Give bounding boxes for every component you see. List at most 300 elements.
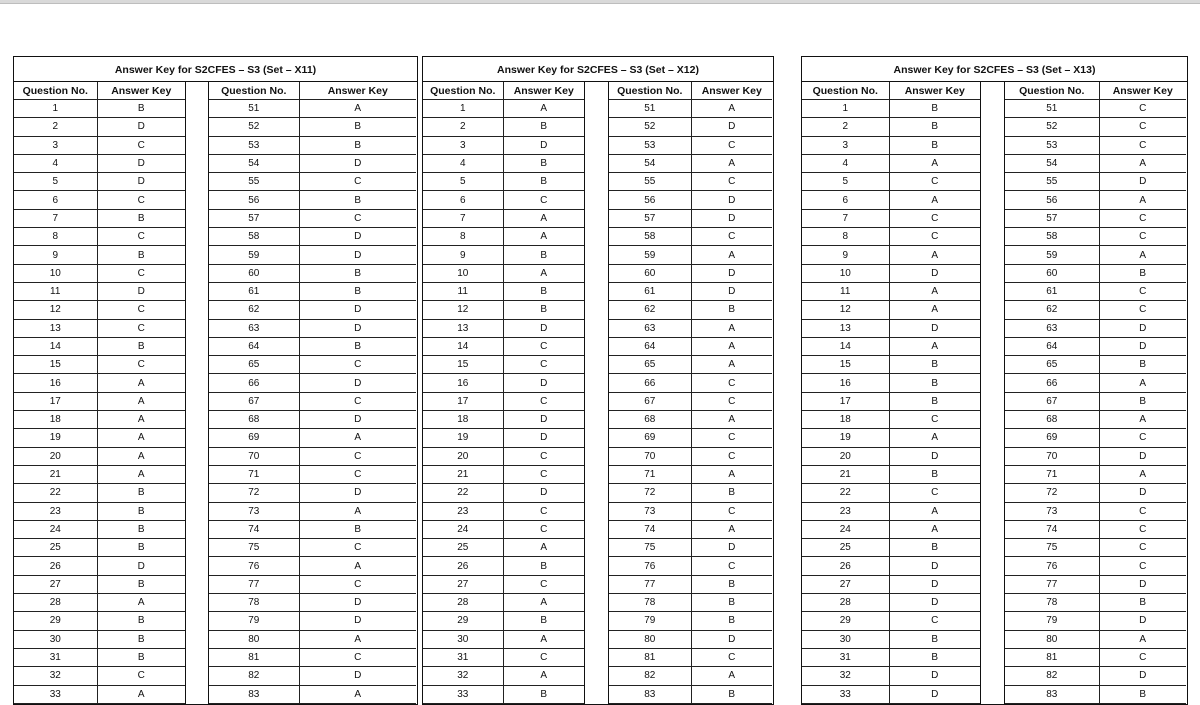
question-number-cell: 26 [802,557,889,575]
table-row [609,301,772,319]
answer-key-cell: B [1099,264,1186,282]
table-row [423,136,584,154]
table-row [14,594,185,612]
question-number-cell: 24 [423,520,503,538]
table-row [609,411,772,429]
answer-key-cell: D [691,539,772,557]
answer-key-cell: B [97,520,185,538]
table-row [14,374,185,392]
question-number-cell: 30 [14,630,97,648]
answer-key-cell: B [503,154,584,172]
question-number-cell: 12 [802,301,889,319]
table-row [609,228,772,246]
question-number-cell: 10 [423,264,503,282]
answer-key-cell: D [691,264,772,282]
question-number-cell: 64 [1005,337,1099,355]
question-number-cell: 8 [802,228,889,246]
answer-key-cell: D [889,667,980,685]
answer-key-cell: C [299,209,416,227]
table-row [14,447,185,465]
table-row [209,264,416,282]
table-row [1005,392,1186,410]
question-number-cell: 3 [423,136,503,154]
answer-key-cell: B [503,173,584,191]
table-row [1005,282,1186,300]
table-row [209,648,416,666]
answer-key-cell: C [97,191,185,209]
answer-key-cell: B [299,191,416,209]
question-number-cell: 1 [802,100,889,118]
header-question-no: Question No. [14,82,97,100]
question-number-cell: 57 [209,209,299,227]
answer-key-cell: D [889,685,980,703]
table-row [209,557,416,575]
answer-key-cell: A [889,154,980,172]
table-row [802,575,980,593]
table-row [609,630,772,648]
table-row [802,191,980,209]
question-number-cell: 7 [802,209,889,227]
table-row [209,667,416,685]
answer-key-cell: B [503,246,584,264]
answer-key-cell: D [1099,575,1186,593]
question-number-cell: 68 [609,411,691,429]
table-row [209,191,416,209]
table-row [423,337,584,355]
table-row [802,484,980,502]
table-row [1005,118,1186,136]
table-row [609,429,772,447]
table-row [423,228,584,246]
question-number-cell: 19 [14,429,97,447]
answer-key-cell: C [97,136,185,154]
answer-key-cell: D [691,209,772,227]
answer-key-cell: D [1099,319,1186,337]
answer-key-cell: A [503,228,584,246]
answer-key-cell: C [299,465,416,483]
table-row [14,630,185,648]
question-number-cell: 79 [209,612,299,630]
question-number-cell: 5 [14,173,97,191]
table-row [802,648,980,666]
answer-key-cell: C [889,209,980,227]
answer-key-cell: C [1099,100,1186,118]
question-number-cell: 4 [802,154,889,172]
answer-key-cell: A [889,191,980,209]
table-row [802,100,980,118]
answer-key-cell: B [97,246,185,264]
answer-key-cell: C [1099,557,1186,575]
question-number-cell: 75 [209,539,299,557]
answer-key-cell: C [1099,429,1186,447]
question-number-cell: 6 [14,191,97,209]
sheet-title: Answer Key for S2CFES – S3 (Set – X11) [14,57,417,82]
table-row [609,374,772,392]
question-number-cell: 30 [802,630,889,648]
table-row [802,173,980,191]
question-number-cell: 78 [209,594,299,612]
answer-key-cell: A [691,100,772,118]
answer-key-cell: D [503,319,584,337]
table-row [14,356,185,374]
header-answer-key: Answer Key [889,82,980,100]
answer-key-cell: A [691,246,772,264]
question-number-cell: 9 [14,246,97,264]
answer-key-cell: B [691,594,772,612]
question-number-cell: 81 [1005,648,1099,666]
question-number-cell: 77 [1005,575,1099,593]
question-number-cell: 61 [609,282,691,300]
question-number-cell: 25 [423,539,503,557]
question-number-cell: 75 [609,539,691,557]
question-number-cell: 14 [14,337,97,355]
answer-key-cell: D [97,154,185,172]
question-number-cell: 77 [209,575,299,593]
question-number-cell: 31 [423,648,503,666]
answer-key-cell: D [299,374,416,392]
question-number-cell: 27 [423,575,503,593]
answer-key-cell: C [503,356,584,374]
question-number-cell: 15 [14,356,97,374]
question-number-cell: 83 [1005,685,1099,703]
table-row [609,539,772,557]
table-row [609,118,772,136]
answer-key-cell: C [691,228,772,246]
table-row [1005,191,1186,209]
answer-key-cell: C [299,539,416,557]
answer-key-cell: A [1099,246,1186,264]
table-row [802,520,980,538]
answer-key-cell: C [691,392,772,410]
column-gap [584,82,609,704]
table-row [14,209,185,227]
question-number-cell: 73 [1005,502,1099,520]
question-number-cell: 13 [802,319,889,337]
table-row [423,154,584,172]
table-row [209,594,416,612]
answer-key-cell: B [299,337,416,355]
answer-key-cell: B [691,484,772,502]
question-number-cell: 7 [423,209,503,227]
question-number-cell: 57 [1005,209,1099,227]
answer-key-cell: A [503,594,584,612]
table-row [802,374,980,392]
table-row [1005,209,1186,227]
question-number-cell: 33 [423,685,503,703]
answer-table-left [802,82,980,704]
question-number-cell: 56 [609,191,691,209]
table-row [1005,264,1186,282]
answer-key-cell: B [691,612,772,630]
answer-key-cell: D [889,594,980,612]
answer-key-cell: D [299,301,416,319]
question-number-cell: 70 [209,447,299,465]
question-number-cell: 53 [1005,136,1099,154]
answer-key-cell: C [97,228,185,246]
answer-key-cell: D [691,191,772,209]
header-answer-key: Answer Key [97,82,185,100]
table-row [802,539,980,557]
table-row [423,429,584,447]
table-row [802,228,980,246]
answer-key-cell: B [503,301,584,319]
question-number-cell: 59 [209,246,299,264]
question-number-cell: 18 [802,411,889,429]
table-row [209,630,416,648]
answer-key-cell: D [1099,484,1186,502]
answer-key-cell: D [691,118,772,136]
table-row [14,154,185,172]
table-row [1005,356,1186,374]
answer-key-cell: C [691,136,772,154]
question-number-cell: 20 [423,447,503,465]
header-question-no: Question No. [609,82,691,100]
question-number-cell: 52 [609,118,691,136]
question-number-cell: 54 [209,154,299,172]
question-number-cell: 63 [609,319,691,337]
answer-table-left [423,82,584,704]
question-number-cell: 12 [14,301,97,319]
table-row [1005,667,1186,685]
header-answer-key: Answer Key [503,82,584,100]
question-number-cell: 80 [609,630,691,648]
header-answer-key: Answer Key [1099,82,1186,100]
answer-key-cell: B [97,484,185,502]
question-number-cell: 17 [14,392,97,410]
table-row [609,154,772,172]
question-number-cell: 27 [14,575,97,593]
answer-key-cell: A [889,502,980,520]
question-number-cell: 68 [1005,411,1099,429]
table-row [423,594,584,612]
table-row [423,667,584,685]
table-row [1005,539,1186,557]
table-row [802,429,980,447]
answer-key-cell: B [889,648,980,666]
table-row [209,228,416,246]
answer-key-cell: A [889,429,980,447]
question-number-cell: 33 [14,685,97,703]
question-number-cell: 9 [802,246,889,264]
question-number-cell: 31 [14,648,97,666]
table-row [423,539,584,557]
question-number-cell: 54 [1005,154,1099,172]
question-number-cell: 52 [209,118,299,136]
question-number-cell: 24 [14,520,97,538]
answer-key-cell: A [1099,630,1186,648]
question-number-cell: 53 [609,136,691,154]
table-row [802,264,980,282]
table-row [609,612,772,630]
question-number-cell: 21 [14,465,97,483]
answer-key-cell: D [503,484,584,502]
table-row [802,594,980,612]
table-row [423,301,584,319]
table-row [802,246,980,264]
table-row [423,264,584,282]
table-row [423,246,584,264]
table-row [1005,612,1186,630]
table-row [1005,630,1186,648]
answer-key-cell: A [503,100,584,118]
answer-key-cell: A [1099,465,1186,483]
answer-key-cell: D [889,557,980,575]
answer-key-cell: C [889,411,980,429]
answer-table-right [209,82,416,704]
table-row [14,136,185,154]
answer-key-cell: A [691,319,772,337]
answer-key-cell: B [889,118,980,136]
answer-key-cell: C [299,356,416,374]
question-number-cell: 58 [1005,228,1099,246]
question-number-cell: 62 [609,301,691,319]
question-number-cell: 66 [1005,374,1099,392]
table-row [1005,319,1186,337]
answer-key-cell: C [1099,118,1186,136]
answer-key-cell: B [1099,685,1186,703]
table-row [802,118,980,136]
answer-key-cell: A [503,667,584,685]
answer-table-right [609,82,772,704]
table-row [423,520,584,538]
header-question-no: Question No. [423,82,503,100]
answer-key-cell: C [1099,301,1186,319]
answer-key-cell: D [299,612,416,630]
answer-key-cell: C [503,447,584,465]
answer-key-cell: D [97,173,185,191]
table-row [423,282,584,300]
table-row [423,447,584,465]
question-number-cell: 51 [1005,100,1099,118]
answer-key-cell: B [97,648,185,666]
question-number-cell: 67 [609,392,691,410]
table-row [1005,594,1186,612]
answer-key-cell: A [97,447,185,465]
question-number-cell: 18 [14,411,97,429]
answer-key-cell: D [889,319,980,337]
answer-key-cell: D [503,411,584,429]
question-number-cell: 32 [14,667,97,685]
answer-key-cell: C [503,502,584,520]
column-gap [185,82,209,704]
answer-key-cell: A [1099,411,1186,429]
table-row [609,100,772,118]
question-number-cell: 77 [609,575,691,593]
answer-key-cell: D [503,374,584,392]
table-row [209,374,416,392]
table-row [423,100,584,118]
table-row [609,392,772,410]
table-row [14,228,185,246]
answer-key-cell: B [97,100,185,118]
answer-key-cell: A [97,594,185,612]
question-number-cell: 78 [1005,594,1099,612]
table-row [14,667,185,685]
question-number-cell: 7 [14,209,97,227]
table-row [802,465,980,483]
table-row [609,356,772,374]
question-number-cell: 79 [1005,612,1099,630]
table-row [423,685,584,703]
answer-key-cell: D [691,630,772,648]
question-number-cell: 21 [802,465,889,483]
table-row [423,374,584,392]
table-row [209,465,416,483]
answer-key-cell: B [889,392,980,410]
question-number-cell: 10 [14,264,97,282]
question-number-cell: 28 [14,594,97,612]
answer-key-cell: A [299,100,416,118]
page-top-divider [0,3,1200,4]
answer-key-cell: B [503,685,584,703]
answer-key-cell: B [299,264,416,282]
question-number-cell: 17 [423,392,503,410]
table-row [609,447,772,465]
table-row [423,648,584,666]
table-row [209,301,416,319]
table-row [609,246,772,264]
answer-key-cell: C [1099,520,1186,538]
table-row [14,301,185,319]
answer-key-cell: A [1099,191,1186,209]
table-row [1005,100,1186,118]
table-row [609,685,772,703]
answer-key-cell: C [691,173,772,191]
table-row [209,392,416,410]
question-number-cell: 11 [802,282,889,300]
table-row [802,301,980,319]
table-header-row [209,82,416,100]
table-row [1005,447,1186,465]
answer-key-cell: A [691,356,772,374]
question-number-cell: 11 [423,282,503,300]
question-number-cell: 80 [209,630,299,648]
answer-key-cell: A [299,630,416,648]
question-number-cell: 16 [14,374,97,392]
question-number-cell: 63 [1005,319,1099,337]
question-number-cell: 23 [14,502,97,520]
answer-key-cell: D [299,246,416,264]
answer-key-cell: D [299,594,416,612]
question-number-cell: 2 [423,118,503,136]
table-row [209,484,416,502]
table-row [209,136,416,154]
answer-key-cell: B [97,502,185,520]
answer-key-cell: A [97,685,185,703]
question-number-cell: 31 [802,648,889,666]
answer-key-cell: B [503,557,584,575]
table-row [423,484,584,502]
table-row [423,209,584,227]
answer-key-cell: D [1099,667,1186,685]
table-row [609,136,772,154]
question-number-cell: 60 [609,264,691,282]
table-row [209,429,416,447]
table-row [209,337,416,355]
table-row [802,630,980,648]
question-number-cell: 56 [1005,191,1099,209]
table-header-row [1005,82,1186,100]
answer-key-cell: B [889,136,980,154]
answer-key-cell: B [503,118,584,136]
answer-key-cell: B [97,209,185,227]
sheet-title: Answer Key for S2CFES – S3 (Set – X13) [802,57,1187,82]
table-row [423,557,584,575]
question-number-cell: 60 [1005,264,1099,282]
answer-key-cell: C [299,447,416,465]
question-number-cell: 71 [609,465,691,483]
answer-key-cell: A [503,264,584,282]
